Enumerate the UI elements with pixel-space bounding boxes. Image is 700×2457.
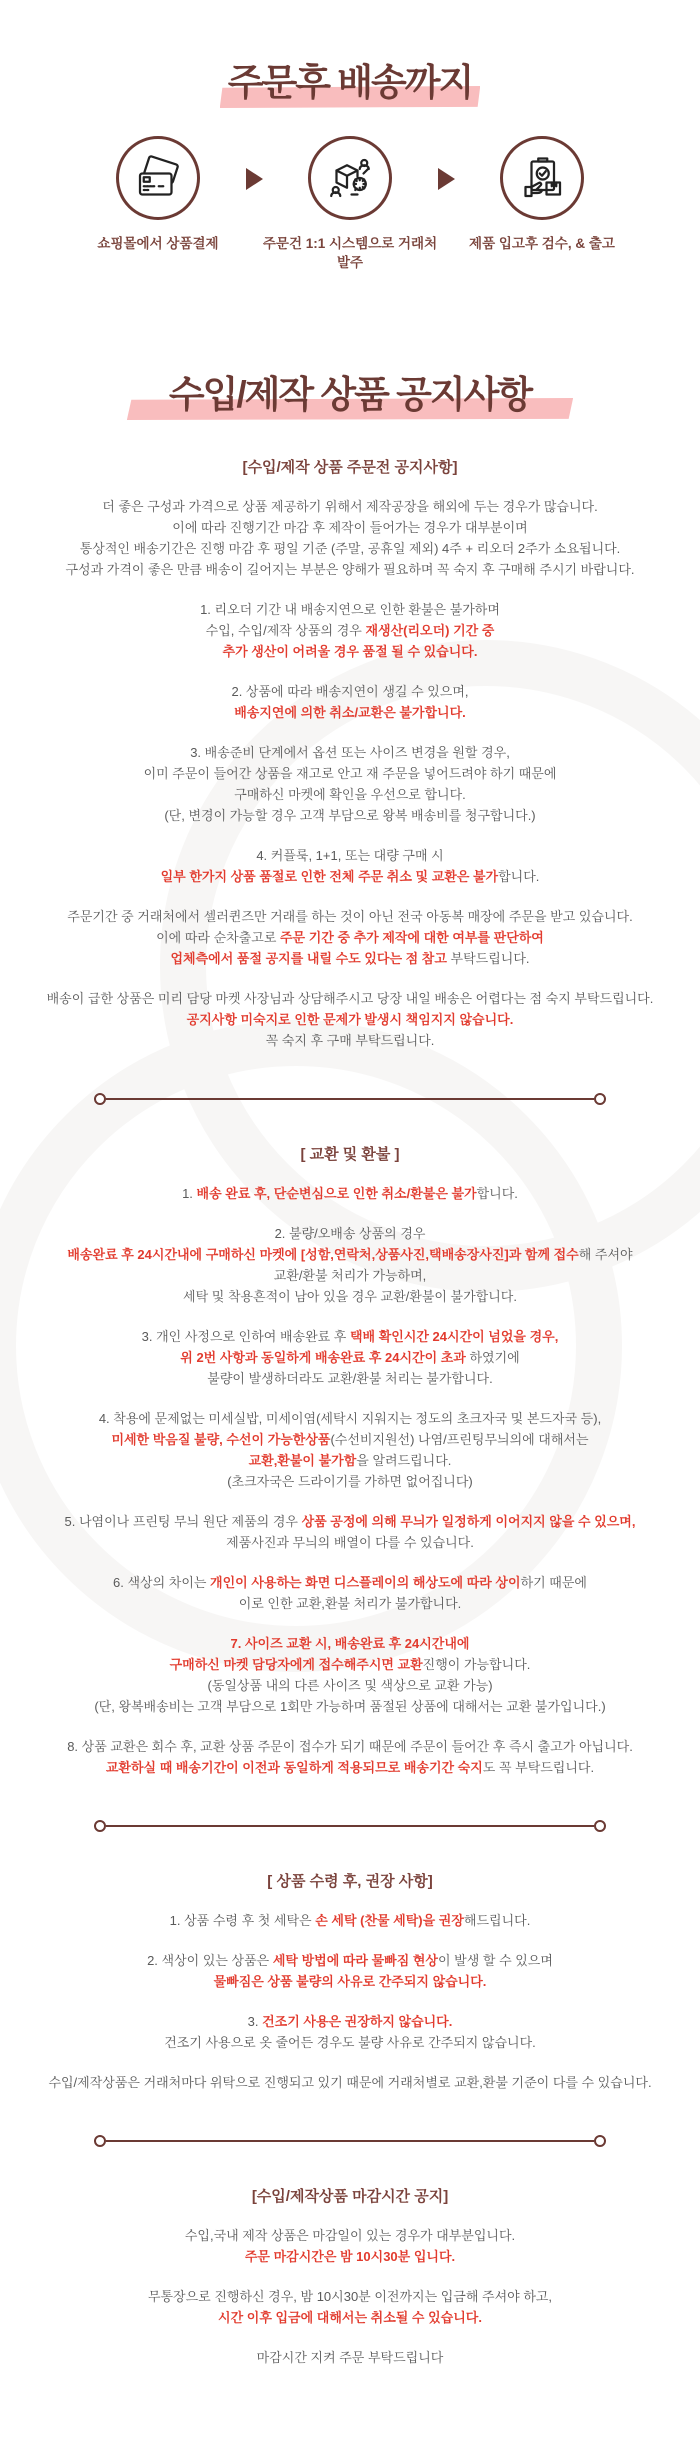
section-divider	[94, 1093, 606, 1105]
step-payment	[71, 136, 246, 253]
credit-card-icon	[116, 136, 200, 220]
step-label: 제품 입고후 검수, & 출고	[469, 236, 615, 251]
page-title: 주문후 배송까지	[227, 62, 473, 103]
import-production-notice-title	[169, 364, 531, 418]
notice-paragraph: 1. 배송 완료 후, 단순변심으로 인한 취소/환불은 불가합니다.	[182, 1186, 518, 1201]
section-divider	[94, 2135, 606, 2147]
divider-line	[106, 1098, 594, 1101]
section-title: 수입/제작 상품 공지사항	[168, 374, 532, 415]
notice-paragraph: 2. 색상이 있는 상품은 세탁 방법에 따라 물빠짐 현상이 발생 할 수 있으며 물빠짐은 상품 불량의 사유로 간주되지 않습니다.	[147, 1953, 553, 1989]
divider-line	[106, 1825, 594, 1828]
notice-heading: [수입/제작상품 마감시간 공지]	[251, 2188, 449, 2205]
notice-paragraph: 배송이 급한 상품은 미리 담당 마켓 사장님과 상담해주시고 당장 내일 배송은 어렵다는 점 숙지 부탁드립니다. 공지사항 미숙지로 인한 문제가 발생시 책임지지 않습니다. 꼭 숙지 후 구매 부탁드립니다.	[46, 991, 654, 1048]
section-divider	[94, 1820, 606, 1832]
divider-dot	[94, 1093, 106, 1105]
divider-dot	[594, 1820, 606, 1832]
notice-paragraph: 3. 개인 사정으로 인하여 배송완료 후 택배 확인시간 24시간이 넘었을 경우, 위 2번 사항과 동일하게 배송완료 후 24시간이 초과 하였기에 불량이 발생하더라도 교환/환불 처리는 불가합니다.	[141, 1329, 559, 1386]
notice-paragraph: 수입,국내 제작 상품은 마감일이 있는 경우가 대부분입니다. 주문 마감시간은 밤 10시30분 입니다.	[184, 2228, 516, 2264]
order-system-icon	[308, 136, 392, 220]
divider-dot	[594, 1093, 606, 1105]
step-order-system	[263, 136, 438, 272]
divider-dot	[94, 2135, 106, 2147]
notice-paragraph: 4. 커플룩, 1+1, 또는 대량 구매 시 일부 한가지 상품 품절로 인한 전체 주문 취소 및 교환은 불가합니다.	[160, 848, 540, 884]
notice-paragraph: 4. 착용에 문제없는 미세실밥, 미세이염(세탁시 지워지는 정도의 초크자국 및 본드자국 등), 미세한 박음질 불량, 수선이 가능한상품(수선비지원선) 나염/프린팅무늬의에 대해서는 교환,환불이 불가함을 알려드립니다. (초크자국은 드라이기를 가하면 없어집니다)	[98, 1411, 602, 1489]
notice-paragraph: 5. 나염이나 프린팅 무늬 원단 제품의 경우 상품 공정에 의해 무늬가 일정하게 이어지지 않을 수 있으며, 제품사진과 무늬의 배열이 다를 수 있습니다.	[64, 1514, 636, 1550]
notice-paragraph: 마감시간 지켜 주문 부탁드립니다	[256, 2350, 444, 2365]
step-label: 쇼핑몰에서 상품결제	[97, 236, 219, 251]
divider-line	[106, 2140, 594, 2143]
notice-heading: [수입/제작 상품 주문전 공지사항]	[242, 459, 458, 476]
notice-paragraph: 3. 배송준비 단계에서 옵션 또는 사이즈 변경을 원할 경우, 이미 주문이 들어간 상품을 재고로 안고 재 주문을 넣어드려야 하기 때문에 구매하신 마켓에 확인을 우선으로 합니다. (단, 변경이 가능할 경우 고객 부담으로 왕복 배송비를 청구합니다.)	[143, 745, 557, 823]
notice-paragraph: 주문기간 중 거래처에서 셀러퀸즈만 거래를 하는 것이 아닌 전국 아동복 매장에 주문을 받고 있습니다. 이에 따라 순차출고로 주문 기간 중 추가 제작에 대한 여부를 판단하여 업체측에서 품절 공지를 내릴 수도 있다는 점 참고 부탁드립니다.	[67, 909, 633, 966]
divider-dot	[94, 1820, 106, 1832]
notice-paragraph: 2. 불량/오배송 상품의 경우 배송완료 후 24시간내에 구매하신 마켓에 [성함,연락처,상품사진,택배송장사진]과 함께 접수해 주셔야 교환/환불 처리가 가능하며, 세탁 및 착용흔적이 남아 있을 경우 교환/환불이 불가합니다.	[67, 1226, 633, 1304]
notice-paragraph: 1. 상품 수령 후 첫 세탁은 손 세탁 (찬물 세탁)을 권장해드립니다.	[169, 1913, 531, 1928]
step-inspection	[455, 136, 630, 253]
notice-paragraph: 무통장으로 진행하신 경우, 밤 10시30분 이전까지는 입금해 주셔야 하고, 시간 이후 입금에 대해서는 취소될 수 있습니다.	[147, 2289, 553, 2325]
notice-paragraph: 더 좋은 구성과 가격으로 상품 제공하기 위해서 제작공장을 해외에 두는 경우가 많습니다. 이에 따라 진행기간 마감 후 제작이 들어가는 경우가 대부분이며 통상적인 배송기간은 진행 마감 후 평일 기준 (주말, 공휴일 제외) 4주 + 리오더 2주가 소요됩니다. 구성과 가격이 좋은 만큼 배송이 길어지는 부분은 양해가 필요하며 꼭 숙지 후 구매해 주시기 바랍니다.	[65, 499, 635, 577]
notice-paragraph: 6. 색상의 차이는 개인이 사용하는 화면 디스플레이의 해상도에 따라 상이하기 때문에 이로 인한 교환,환불 처리가 불가합니다.	[113, 1575, 587, 1611]
notice-paragraph: 7. 사이즈 교환 시, 배송완료 후 24시간내에 구매하신 마켓 담당자에게 접수해주시면 교환진행이 가능합니다. (동일상품 내의 다른 사이즈 및 색상으로 교환 가능) (단, 왕복배송비는 고객 부담으로 1회만 가능하며 품절된 상품에 대해서는 교환 불가입니다.)	[94, 1636, 606, 1714]
step-label: 주문건 1:1 시스템으로 거래처 발주	[262, 236, 438, 270]
notice-heading: [ 교환 및 환불 ]	[300, 1146, 400, 1163]
notice-paragraph: 3. 건조기 사용은 권장하지 않습니다. 건조기 사용으로 옷 줄어든 경우도 불량 사유로 간주되지 않습니다.	[164, 2014, 536, 2050]
order-to-delivery-title	[228, 52, 472, 106]
notice-paragraph: 1. 리오더 기간 내 배송지연으로 인한 환불은 불가하며 수입, 수입/제작 상품의 경우 재생산(리오더) 기간 중 추가 생산이 어려울 경우 품절 될 수 있습니다.	[200, 602, 500, 659]
inspection-shipping-icon	[500, 136, 584, 220]
process-steps	[0, 136, 700, 272]
arrow-right-icon	[246, 168, 263, 190]
divider-dot	[594, 2135, 606, 2147]
notice-heading: [ 상품 수령 후, 권장 사항]	[267, 1873, 433, 1890]
notice-content	[0, 456, 700, 2368]
notice-paragraph: 수입/제작상품은 거래처마다 위탁으로 진행되고 있기 때문에 거래처별로 교환,환불 기준이 다를 수 있습니다.	[48, 2075, 652, 2090]
notice-paragraph: 2. 상품에 따라 배송지연이 생길 수 있으며, 배송지연에 의한 취소/교환은 불가합니다.	[231, 684, 469, 720]
notice-paragraph: 8. 상품 교환은 회수 후, 교환 상품 주문이 접수가 되기 때문에 주문이 들어간 후 즉시 출고가 아닙니다. 교환하실 때 배송기간이 이전과 동일하게 적용되므로 배송기간 숙지도 꼭 부탁드립니다.	[67, 1739, 633, 1775]
arrow-right-icon	[438, 168, 455, 190]
